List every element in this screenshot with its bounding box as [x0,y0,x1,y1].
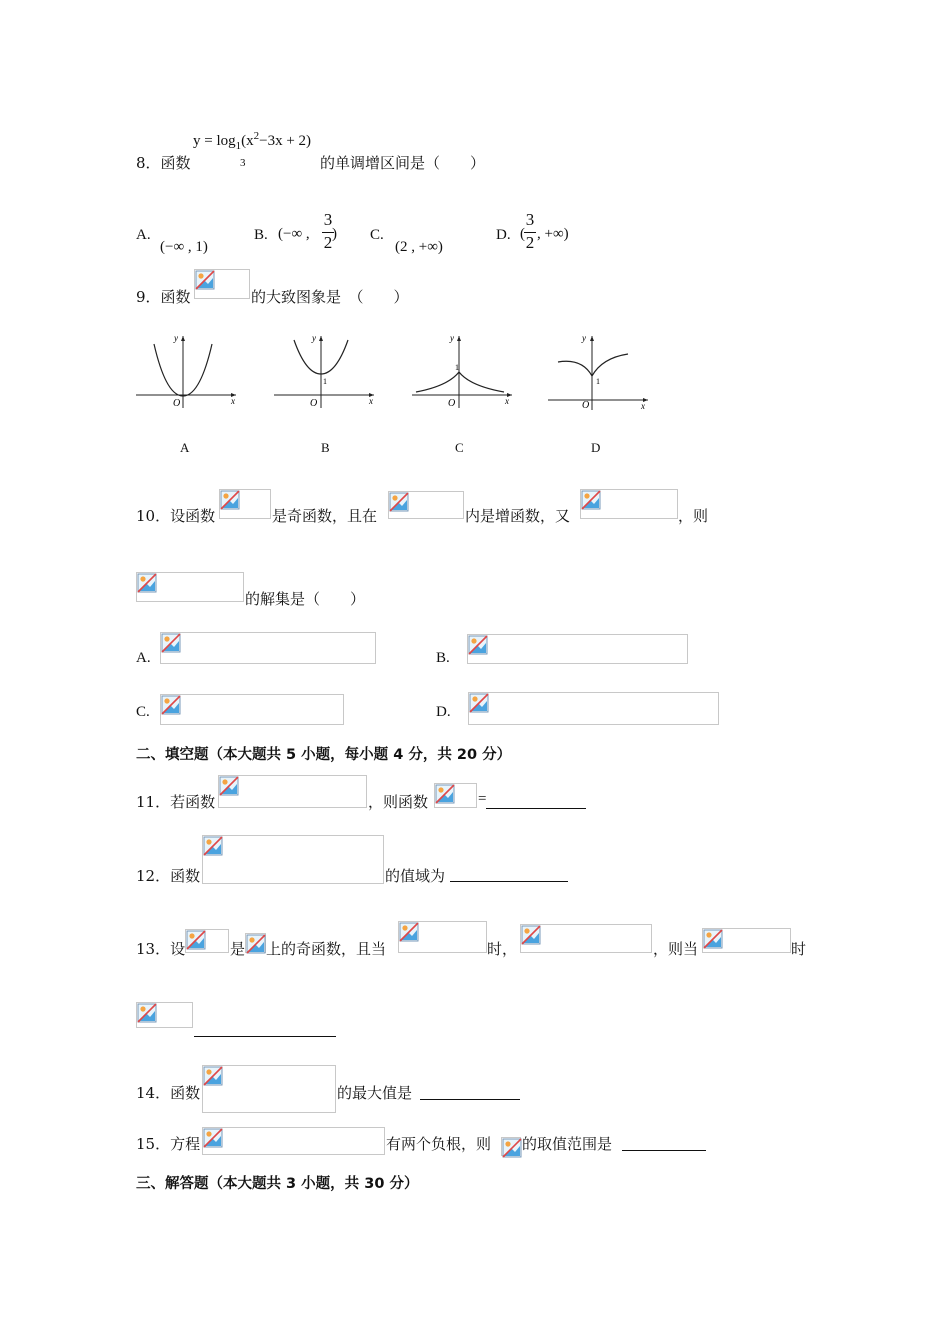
formula-sub: 1 [235,140,242,152]
graph-b-y: y [312,333,316,343]
q8-option-d-label: D. [496,227,511,243]
graph-a-origin: O [173,398,181,409]
q11-image-2 [434,783,477,808]
q13-answer-blank[interactable] [194,1036,336,1037]
q10-image-3 [580,489,678,519]
q8-option-b-num: 3 [323,210,333,229]
q10-image-1 [219,489,271,519]
q10-option-d-label: D. [436,704,451,720]
q15-image-1 [202,1127,385,1155]
broken-image-icon [195,270,215,290]
q8-formula [193,130,311,152]
q13-image-5 [702,928,791,953]
graph-b-x: x [369,396,373,406]
q8-option-a-value: (−∞ , 1) [160,239,208,255]
q13-image-6 [136,1002,193,1028]
q10-option-b-label: B. [436,650,450,666]
q9-graph-b [270,330,380,410]
q13-image-1 [185,929,229,953]
q8-option-d-open: ( [520,226,525,242]
broken-image-icon [203,1128,223,1148]
graph-c-mark: 1 [455,363,459,372]
q14-suffix: 的最大值是 [337,1084,413,1102]
q15-image-2 [501,1137,521,1156]
q10-mid2: 内是增函数，又 [465,507,571,525]
broken-image-icon [220,490,240,510]
q8-option-d-den: 2 [525,233,535,252]
q8-option-d-num: 3 [525,210,535,229]
broken-image-icon [468,635,488,655]
q8-option-b-label: B. [254,227,268,243]
broken-image-icon [581,490,601,510]
graph-c-x: x [505,396,509,406]
broken-image-icon [137,573,157,593]
q11-prefix: 11．若函数 [136,793,216,811]
q13-image-3 [398,921,487,953]
formula-args2: −3x + 2) [259,133,312,149]
graph-b-origin: O [310,398,318,409]
broken-image-icon [703,929,723,949]
q10-option-a-image [160,632,376,664]
q8-option-b-close: ) [332,226,337,242]
q12-suffix: 的值域为 [385,867,446,885]
q8-option-d-close: , +∞) [537,226,569,242]
q8-prefix: 8．函数 [136,154,191,172]
graph-a-y: y [174,333,178,343]
q9-prefix: 9．函数 [136,288,191,306]
q10-option-d-image [468,692,719,725]
graph-b-mark: 1 [323,377,327,386]
q13-mid2: 上的奇函数，且当 [266,940,387,958]
q10-image-2 [388,491,464,519]
broken-image-icon [389,492,409,512]
q10-image-4 [136,572,244,602]
q14-prefix: 14．函数 [136,1084,201,1102]
formula-args: (x [241,133,254,149]
q10-line2-suffix: 的解集是（ ） [245,590,366,608]
q11-image-1 [218,775,367,808]
broken-image-icon [521,925,541,945]
broken-image-icon [219,776,239,796]
q13-prefix: 13．设 [136,940,186,958]
q13-mid3: 时， [487,940,518,958]
q12-prefix: 12．函数 [136,867,201,885]
q11-answer-blank[interactable] [486,808,586,809]
q13-mid5: 时 [791,940,807,958]
q8-option-b-den: 2 [323,233,333,252]
q13-image-2 [245,933,266,953]
broken-image-icon [399,922,419,942]
q10-mid1: 是奇函数，且在 [272,507,378,525]
broken-image-icon [435,784,455,804]
broken-image-icon [246,934,266,954]
broken-image-icon [502,1138,522,1158]
broken-image-icon [469,693,489,713]
graph-d-mark: 1 [596,377,600,386]
q9-suffix: 的大致图象是 （ ） [251,288,409,306]
q10-option-c-image [160,694,344,725]
q10-option-a-label: A. [136,650,151,666]
q13-mid4: ，则当 [653,940,699,958]
q14-image [202,1065,336,1113]
section2-title: 二、填空题（本大题共 5 小题，每小题 4 分，共 20 分） [136,747,512,763]
q12-answer-blank[interactable] [450,881,568,882]
q8-option-b-open: (−∞ , [278,226,310,242]
q9-graph-c [408,330,518,410]
q9-graph-d [544,330,654,410]
q10-option-b-image [467,634,688,664]
q13-image-4 [520,924,652,953]
q13-mid1: 是 [230,940,246,958]
formula-text: y = log [193,133,236,149]
graph-d-origin: O [582,400,590,410]
graph-c-y: y [450,333,454,343]
q14-answer-blank[interactable] [420,1099,520,1100]
q15-mid: 有两个负根，则 [386,1135,492,1153]
q8-option-c-label: C. [370,227,384,243]
broken-image-icon [161,633,181,653]
q9-graph-c-label: C [455,440,464,455]
q15-suffix: 的取值范围是 [522,1135,613,1153]
q10-mid3: ，则 [678,507,709,525]
broken-image-icon [186,930,206,950]
formula-sup: 2 [253,130,260,142]
q10-prefix: 10．设函数 [136,507,216,525]
q8-suffix: 的单调增区间是（ ） [320,154,486,172]
section3-title: 三、解答题（本大题共 3 小题，共 30 分） [136,1176,419,1192]
graph-d-x: x [641,401,645,410]
q10-option-c-label: C. [136,704,150,720]
broken-image-icon [137,1003,157,1023]
q9-graph-d-label: D [591,440,601,455]
q15-prefix: 15．方程 [136,1135,201,1153]
q11-equals: = [478,791,487,807]
q9-graph-b-label: B [321,440,330,455]
q9-function-image [194,269,250,299]
q11-mid: ，则函数 [368,793,429,811]
broken-image-icon [203,1066,223,1086]
broken-image-icon [161,695,181,715]
graph-d-y: y [582,333,586,343]
q9-graph-a-label: A [180,440,190,455]
graph-c-origin: O [448,398,456,409]
q15-answer-blank[interactable] [622,1150,706,1151]
q8-option-c-value: (2 , +∞) [395,239,443,255]
q8-option-a-label: A. [136,227,151,243]
graph-a-x: x [231,396,235,406]
q8-formula-denominator: 3 [240,157,246,169]
q9-graph-a [132,330,242,410]
q12-image [202,835,384,884]
broken-image-icon [203,836,223,856]
